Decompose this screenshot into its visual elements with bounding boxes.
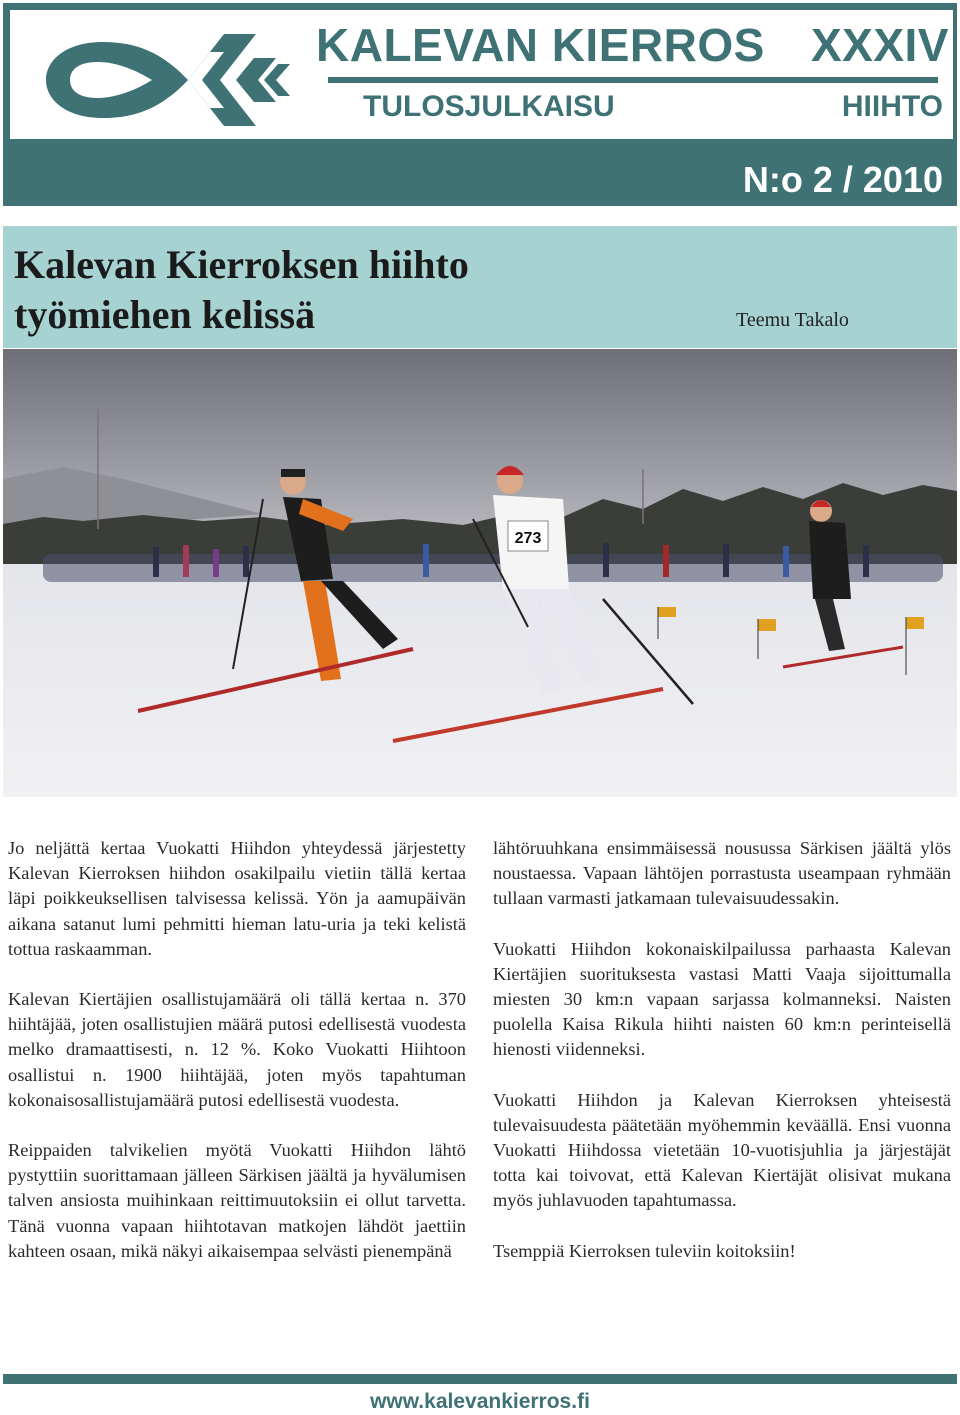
ski-race-photo (3, 349, 957, 797)
title-divider (328, 77, 938, 83)
headline-band (3, 226, 957, 348)
article-column-left (8, 836, 466, 1289)
series-title (316, 15, 949, 75)
article-closing-line: Tsemppiä Kierroksen tuleviin koitoksiin! (493, 1240, 796, 1261)
article-paragraph: Jo neljättä kertaa Vuokatti Hiihdon yhteydessä järjestetty Kalevan Kierroksen hiihdon osakilpailu vietiin tällä kertaa läpi poikkeuksellisen talvisessa kelissä. Yön ja aamupäivän aikana satanut lumi pehmitti hieman latu-uria ja teki kelistä tottua raskaamman. (8, 838, 466, 959)
article-author: Teemu Takalo (736, 309, 849, 331)
masthead (3, 3, 957, 206)
headline-line-1: Kalevan Kierroksen hiihto (14, 242, 469, 287)
article-paragraph: lähtöruuhkana ensimmäisessä nousussa Särkisen jäältä ylös noustaessa. Vapaan lähtöjen porrastusta useampaan ryhmään tullaan varmasti jatkamaan tulevaisuudessakin. (493, 838, 951, 909)
article-paragraph: Reippaiden talvikelien myötä Vuokatti Hiihdon lähtö pystyttiin suorittamaan jälleen Särkisen jäältä ja hyvälumisen talven ansiosta muihinkaan reittimuutoksiin ei ollut tarvetta. Tänä vuonna vapaan hiihtotavan matkojen lähdöt jaettiin kahteen osaan, mikä näkyi aikaisempaa selvästi pienempänä (8, 1140, 466, 1261)
article-paragraph: Kalevan Kiertäjien osallistujamäärä oli tällä kertaa n. 370 hiihtäjää, joten osallistujien määrä putosi edellisestä vuodesta melko dramaattisesti, n. 12 %. Koko Vuokatti Hiihtoon osallistui n. 1900 hiihtäjää, joten myös tapahtuman kokonaisosallistujamäärä putosi edellisestä vuodesta. (8, 989, 466, 1110)
footer-website-link[interactable]: www.kalevankierros.fi (370, 1390, 590, 1413)
series-name: KALEVAN KIERROS (316, 19, 765, 71)
footer-divider (3, 1374, 957, 1384)
headline-line-2: työmiehen kelissä (14, 292, 316, 337)
article-paragraph: Vuokatti Hiihdon ja Kalevan Kierroksen yhteisestä tulevaisuudesta päätetään myöhemmin keväällä. Ensi vuonna Vuokatti Hiihdossa vietetään 10-vuotisjuhlia ja järjestäjät totta kai toivovat, että Kalevan Kiertäjät olisivat mukana myös juhlavuoden tapahtumassa. (493, 1089, 951, 1211)
article-headline (14, 240, 614, 340)
series-numeral: XXXIV (810, 19, 949, 71)
publication-type: TULOSJULKAISU (363, 90, 615, 123)
photo-bib-number: 273 (514, 530, 542, 547)
article-column-right (493, 836, 951, 1289)
kalevan-kierros-logo-icon (40, 28, 290, 132)
article-paragraph: Vuokatti Hiihdon kokonaiskilpailussa parhaasta Kalevan Kiertäjien suorituksesta vastasi Matti Vaaja sijoittumalla miesten 30 km:n vapaan sarjassa kolmanneksi. Naisten puolella Kaisa Rikula hiihti naisten 60 km:n perinteisellä hienosti viidenneksi. (493, 938, 951, 1060)
sport-label: HIIHTO (841, 90, 943, 123)
issue-number: N:o 2 / 2010 (742, 159, 943, 200)
